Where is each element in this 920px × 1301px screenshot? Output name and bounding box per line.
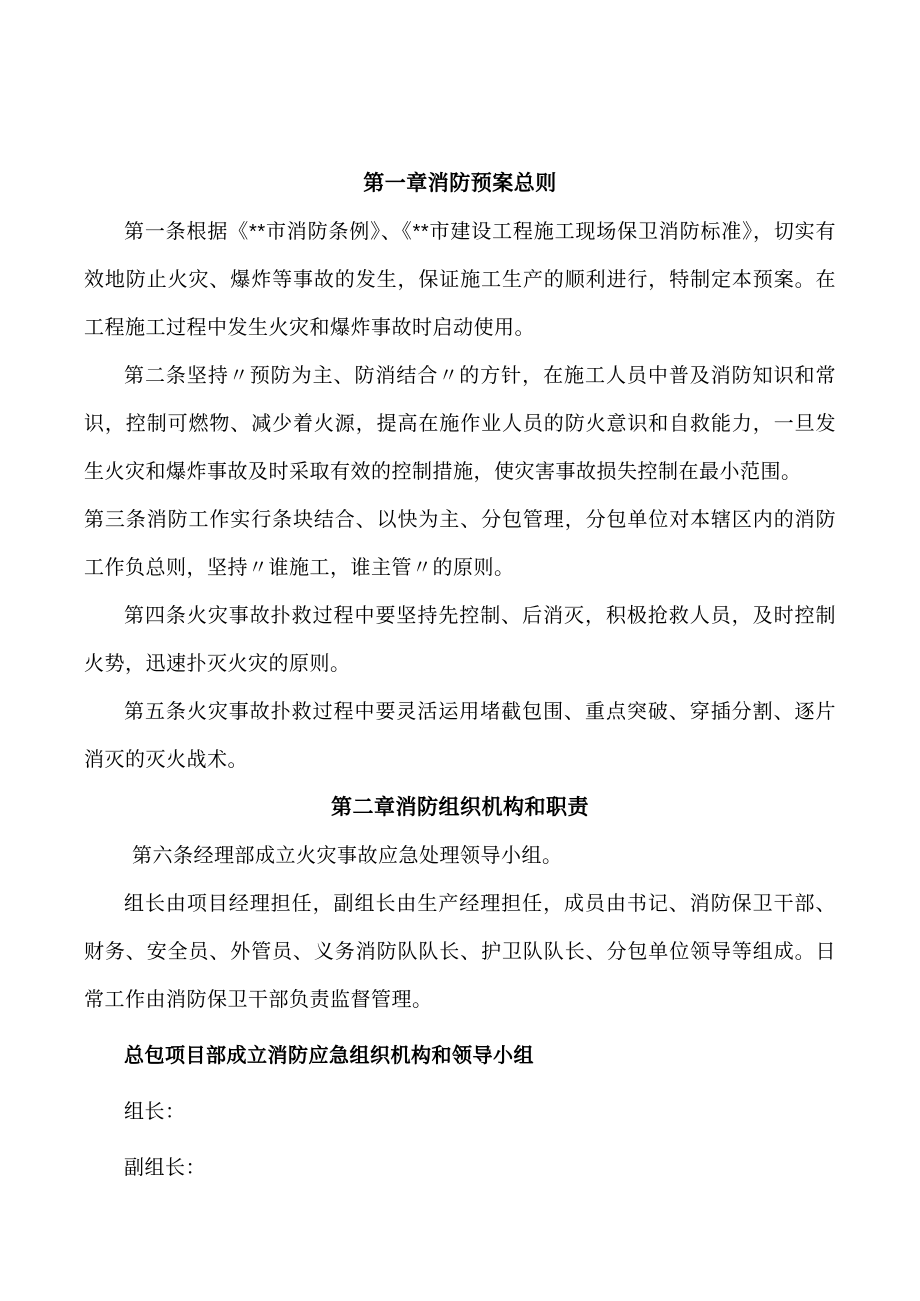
article-5-paragraph: 第五条火灾事故扑救过程中要灵活运用堵截包围、重点突破、穿插分割、逐片消灭的灭火战术。	[84, 701, 836, 771]
article-1-paragraph: 第一条根据《**市消防条例》、《**市建设工程施工现场保卫消防标准》，切实有效地防止火灾、爆炸等事故的发生，保证施工生产的顺利进行，特制定本预案。在工程施工过程中发生火灾和爆炸事故时启动使用。	[84, 221, 836, 339]
leader-group-members-paragraph: 组长由项目经理担任，副组长由生产经理担任，成员由书记、消防保卫干部、财务、安全员、外管员、义务消防队队长、护卫队队长、分包单位领导等组成。日常工作由消防保卫干部负责监督管理。	[84, 893, 836, 1011]
deputy-group-leader-line: 副组长：	[124, 1157, 206, 1179]
org-structure-subheading: 总包项目部成立消防应急组织机构和领导小组	[124, 1045, 534, 1067]
article-6-paragraph: 第六条经理部成立火灾事故应急处理领导小组。	[132, 845, 563, 867]
article-4-paragraph: 第四条火灾事故扑救过程中要坚持先控制、后消灭，积极抢救人员，及时控制火势，迅速扑灭火灾的原则。	[84, 605, 836, 675]
group-leader-line: 组长：	[124, 1101, 186, 1123]
article-2-paragraph: 第二条坚持〃预防为主、防消结合〃的方针，在施工人员中普及消防知识和常识，控制可燃物、减少着火源，提高在施作业人员的防火意识和自救能力，一旦发生火灾和爆炸事故及时采取有效的控制措施，使灾害事故损失控制在最小范围。	[84, 365, 836, 483]
chapter2-heading: 第二章消防组织机构和职责	[331, 796, 589, 819]
chapter1-heading: 第一章消防预案总则	[363, 172, 557, 195]
article-3-paragraph: 第三条消防工作实行条块结合、以快为主、分包管理，分包单位对本辖区内的消防工作负总则，坚持〃谁施工，谁主管〃的原则。	[84, 509, 836, 579]
